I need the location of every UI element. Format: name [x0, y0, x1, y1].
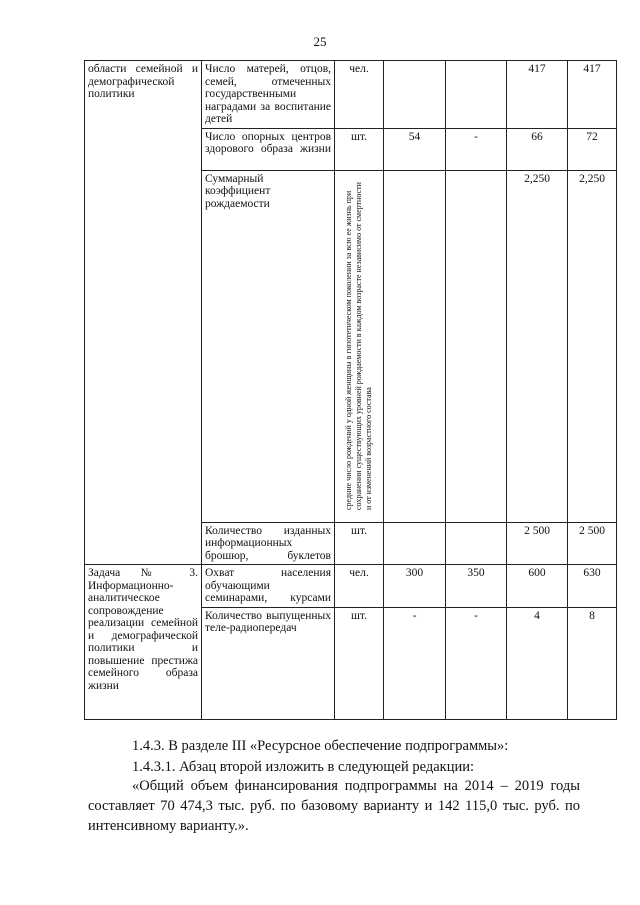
indicator-cell: Охват населения обучающими семинарами, курсами — [202, 565, 335, 608]
value-cell: - — [384, 607, 446, 719]
value-cell: - — [446, 128, 507, 170]
value-cell: 54 — [384, 128, 446, 170]
value-cell: 350 — [446, 565, 507, 608]
unit-cell: чел. — [335, 565, 384, 608]
table-row — [85, 565, 617, 608]
value-cell: - — [446, 607, 507, 719]
value-cell: 2,250 — [507, 170, 568, 522]
value-cell — [384, 61, 446, 129]
unit-cell: шт. — [335, 522, 384, 565]
indicator-cell: Суммарный коэффициент рождаемости — [202, 170, 335, 522]
value-cell: 72 — [568, 128, 617, 170]
value-cell: 2 500 — [507, 522, 568, 565]
indicator-cell: Число матерей, отцов, семей, отмеченных государственными наградами за воспитание детей — [202, 61, 335, 129]
table-row — [85, 61, 617, 129]
indicator-cell: Количество выпущенных теле-радиопередач — [202, 607, 335, 719]
value-cell — [446, 522, 507, 565]
value-cell: 417 — [507, 61, 568, 129]
indicator-cell: Количество изданных информационных брошюр, буклетов — [202, 522, 335, 565]
value-cell: 2,250 — [568, 170, 617, 522]
value-cell: 600 — [507, 565, 568, 608]
value-cell: 300 — [384, 565, 446, 608]
rotated-unit-text: средние число рождений у одной женщины в гипотетическом поколении за всю ее жизнь при сохранении существующих уровней рождаемости в каждом возрасте независимо от смертности и от изменений возрастного состава — [344, 182, 373, 510]
value-cell: 8 — [568, 607, 617, 719]
value-cell — [446, 170, 507, 522]
value-cell: 66 — [507, 128, 568, 170]
value-cell — [384, 170, 446, 522]
section-label-cell: области семейной и демографической политики — [85, 61, 202, 565]
indicator-cell: Число опорных центров здорового образа жизни — [202, 128, 335, 170]
value-cell — [384, 522, 446, 565]
paragraph-section-heading: 1.4.3. В разделе III «Ресурсное обеспечение подпрограммы»: — [132, 738, 509, 754]
page-number: 25 — [313, 34, 327, 49]
value-cell: 2 500 — [568, 522, 617, 565]
unit-cell: шт. — [335, 128, 384, 170]
paragraph-instruction: 1.4.3.1. Абзац второй изложить в следующей редакции: — [132, 759, 475, 775]
value-cell — [446, 61, 507, 129]
paragraph-quote: «Общий объем финансирования подпрограммы на 2014 – 2019 годы составляет 70 474,3 тыс. руб. по базовому варианту и 142 115,0 тыс. руб. по интенсивному варианту.». — [88, 778, 580, 834]
value-cell: 4 — [507, 607, 568, 719]
unit-cell: чел. — [335, 61, 384, 129]
indicators-table — [84, 60, 617, 720]
unit-cell: шт. — [335, 607, 384, 719]
value-cell: 630 — [568, 565, 617, 608]
section-label-cell: Задача № 3. Информационно-аналитическое сопровождение реализации семейной и демографической политики и повышение престижа семейного образа жизни — [85, 565, 202, 720]
value-cell: 417 — [568, 61, 617, 129]
unit-cell — [335, 170, 384, 522]
